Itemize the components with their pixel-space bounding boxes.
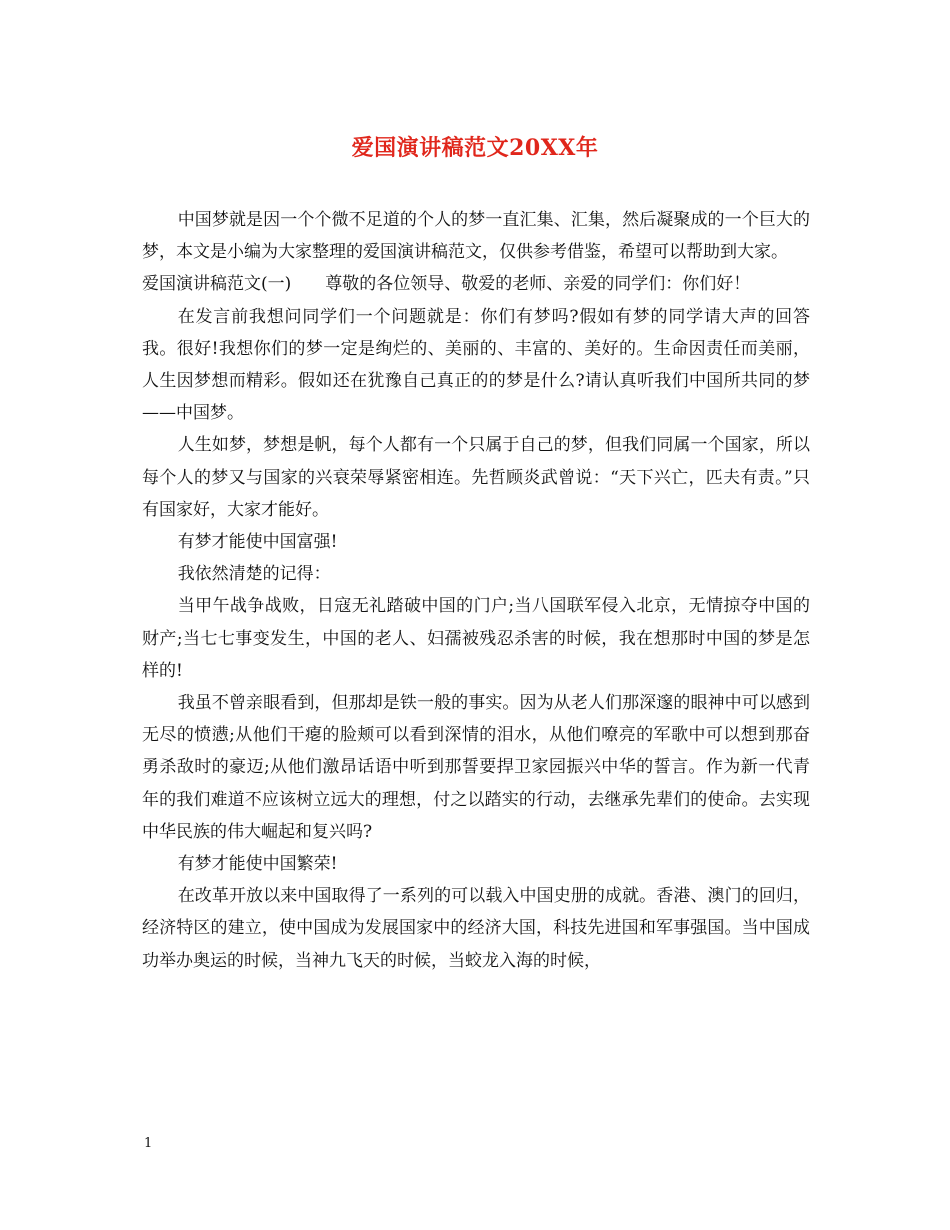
paragraph: 当甲午战争战败，日寇无礼踏破中国的门户;当八国联军侵入北京，无情掠夺中国的财产;当七七事变发生，中国的老人、妇孺被残忍杀害的时候，我在想那时中国的梦是怎样的! <box>142 596 810 681</box>
paragraph: 有梦才能使中国富强! <box>177 532 338 553</box>
paragraph: 人生如梦，梦想是帆，每个人都有一个只属于自己的梦，但我们同属一个国家，所以每个人的梦又与国家的兴衰荣辱紧密相连。先哲顾炎武曾说：“天下兴亡，匹夫有责。”只有国家好，大家才能好。 <box>142 435 810 520</box>
section-heading: 爱国演讲稿范文(一) <box>142 274 292 295</box>
page-number: 1 <box>144 1136 153 1151</box>
paragraph: 在发言前我想问同学们一个问题就是：你们有梦吗?假如有梦的同学请大声的回答我。很好!我想你们的梦一定是绚烂的、美丽的、丰富的、美好的。生命因责任而美丽，人生因梦想而精彩。假如还在犹豫自己真正的的梦是什么?请认真听我们中国所共同的梦——中国梦。 <box>142 306 810 424</box>
paragraph: 有梦才能使中国繁荣! <box>177 854 338 875</box>
document-title: 爱国演讲稿范文20XX年 <box>351 135 599 161</box>
paragraph: 我依然清楚的记得： <box>177 564 331 585</box>
paragraph <box>142 268 810 300</box>
paragraph: 我虽不曾亲眼看到，但那却是铁一般的事实。因为从老人们那深邃的眼神中可以感到无尽的愤懑;从他们干瘪的脸颊可以看到深情的泪水，从他们嘹亮的军歌中可以想到那奋勇杀敌时的豪迈;从他们激昂话语中听到那誓要捍卫家园振兴中华的誓言。作为新一代青年的我们难道不应该树立远大的理想，付之以踏实的行动，去继承先辈们的使命。去实现中华民族的伟大崛起和复兴吗? <box>142 693 810 842</box>
paragraph: 在改革开放以来中国取得了一系列的可以载入中国史册的成就。香港、澳门的回归，经济特区的建立，使中国成为发展国家中的经济大国，科技先进国和军事强国。当中国成功举办奥运的时候，当神九飞天的时候，当蛟龙入海的时候， <box>142 886 810 971</box>
greeting-text: 尊敬的各位领导、敬爱的老师、亲爱的同学们：你们好！ <box>325 274 751 295</box>
paragraph: 中国梦就是因一个个微不足道的个人的梦一直汇集、汇集，然后凝聚成的一个巨大的梦，本文是小编为大家整理的爱国演讲稿范文，仅供参考借鉴，希望可以帮助到大家。 <box>142 210 810 263</box>
document-body <box>142 204 810 977</box>
